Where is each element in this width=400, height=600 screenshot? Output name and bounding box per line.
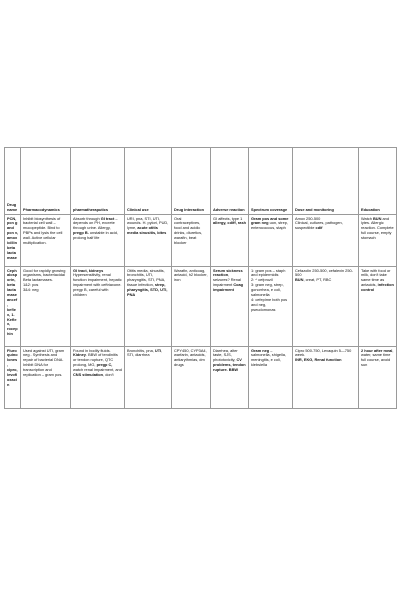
cell-pharmatheraputics	[71, 215, 125, 267]
cell-text: 3: gram neg, strep, gonorrhea, e coli, salmonella	[251, 282, 284, 298]
bold-text: pregp C,	[96, 362, 113, 368]
cell-spectrum-coverage	[249, 215, 293, 267]
bold-text: Gram neg	[251, 347, 270, 353]
cell-education	[359, 347, 397, 409]
cell-pharmacodynamics	[21, 215, 71, 267]
bold-text: BUN	[295, 277, 304, 283]
bold-text: INR, EKG, Renal function	[295, 357, 342, 363]
header-pharmacodynamics: Pharmacodynamics	[21, 148, 71, 215]
cell-education	[359, 215, 397, 267]
cell-text: unstable in acid, prolong half life	[73, 230, 118, 241]
cell-text: Cipro 500-750, Levaquin 5—750 week.	[295, 347, 352, 358]
cell-text: Used against UTI, gram neg.. Synthesis and repair of bacterial DNA. Inhibit DNA for transcription and replication – gram pos.	[23, 347, 65, 378]
cell-drug-name: Cephalosporin, beta lactamase ancef, keflex, 1. Keflex, rocephin	[5, 267, 21, 347]
bold-text: Serum sickness reaction	[213, 267, 243, 278]
cell-text: , don't	[103, 372, 114, 378]
header-row	[5, 148, 397, 215]
header-pharmatheraputics: pharmatheraputics	[71, 148, 125, 215]
cell-text: and lytes. Allergic reaction. Complete full course, empty stomach	[361, 215, 394, 241]
cell-text: – salmonella, shigella, meningitis, e coli, klebsiella	[251, 347, 287, 368]
cell-text: Found in bodily fluids.	[73, 347, 111, 353]
cell-paragraph	[174, 349, 208, 369]
cell-drug-name: Fluroquinolones, cipro, levofloxacin	[5, 347, 21, 409]
cell-text: , seizures? Renal impairment	[213, 272, 241, 288]
cell-paragraph	[23, 288, 68, 293]
cell-paragraph	[361, 349, 394, 369]
cell-text: Oral contraceptives, food and acidic drinks, diuretics, warafin, beat blocker	[174, 215, 203, 246]
bold-text: acute otitis media sinusitis, bites	[127, 225, 167, 236]
cell-paragraph	[213, 217, 246, 227]
cell-paragraph	[251, 283, 290, 298]
bold-text: infection control	[361, 282, 394, 293]
bold-text: allergy, cdiff, rash	[213, 220, 247, 226]
cell-clinical-use	[125, 215, 172, 267]
cell-text: Beta lactamases.	[23, 277, 53, 283]
cell-clinical-use	[125, 267, 172, 347]
cell-pharmatheraputics	[71, 347, 125, 409]
table-row	[5, 267, 397, 347]
bold-text: UTI	[154, 347, 162, 353]
cell-paragraph	[23, 217, 68, 246]
cell-text: Otitis media, sinusitis, bronchitis, UTI, pharyngitis, STI, PNA, tissue infection,	[127, 267, 166, 288]
cell-text: watch renal impairment, and	[73, 367, 122, 373]
header-education: Education	[359, 148, 397, 215]
cell-text: 2: ^ cefprozil	[251, 277, 273, 283]
cell-text: Clinical, cultures, pathogen, suspectible	[295, 220, 343, 231]
cell-text: GI affects, type 1	[213, 215, 243, 221]
table-row	[5, 215, 397, 267]
cell-drug-interaction	[172, 215, 211, 267]
cell-education	[359, 267, 397, 347]
cell-text: 3&4: neg	[23, 287, 39, 293]
bold-text: Coag impairment	[213, 282, 244, 293]
cell-text: Bronchitis, pna,	[127, 347, 155, 353]
cell-text: CPY450, CYP3A4, warfarin, antacids, antiarythmias, dm drugs	[174, 347, 207, 368]
header-adverse-reaction: Adverse reaction	[211, 148, 249, 215]
cell-drug-interaction	[172, 267, 211, 347]
bold-text: pregp B.	[73, 230, 89, 236]
header-drug-interaction: Drug interaction	[172, 148, 211, 215]
cell-paragraph	[251, 217, 290, 232]
cell-paragraph	[213, 349, 246, 374]
cell-drug-name: PCN, pcn g and pcn v, amoxicillin beta lactamase	[5, 215, 21, 267]
cell-pharmatheraputics	[71, 267, 125, 347]
table-row	[5, 347, 397, 409]
cell-paragraph	[127, 217, 169, 237]
cell-paragraph	[174, 217, 208, 246]
cell-paragraph	[174, 269, 208, 284]
cell-clinical-use	[125, 347, 172, 409]
cell-text: Absorb through	[73, 215, 101, 221]
cell-text: Diarrhea, alter taste, SJS, phototoxicity,	[213, 347, 238, 363]
cell-text: – depends on PH, excrete through urine. Allergy,	[73, 215, 118, 231]
header-spectrum-coverage: Spectrum coverage	[249, 148, 293, 215]
cell-text: Cefazolin 250-500, cefalexin 250-500	[295, 267, 353, 278]
bold-text: GI tract	[100, 215, 115, 221]
cell-drug-interaction	[172, 347, 211, 409]
cell-dose-monitoring	[293, 267, 359, 347]
header-clinical-use: Clinical use	[125, 148, 172, 215]
cell-pharmacodynamics	[21, 347, 71, 409]
bold-text: BUN	[372, 215, 382, 221]
cell-text: Take with food or milk, don't take same time as antacids,	[361, 267, 391, 288]
bold-text: Gram pos and some gram neg	[251, 215, 289, 226]
cell-text: uon, strep, enterococcus, staph	[251, 220, 288, 231]
cell-text: URI, pna, STI, UTI, wounds. H. pylori, PUD, lyme,	[127, 215, 169, 231]
cell-text: Amox 250-500	[295, 215, 321, 221]
bold-text: CNS stimulation	[73, 372, 104, 378]
cell-text: Watch	[361, 215, 373, 221]
cell-text: 1&2: pos	[23, 282, 39, 288]
cell-paragraph	[127, 349, 169, 359]
cell-paragraph	[23, 349, 68, 378]
bold-text: 2 hour after meal	[361, 347, 393, 353]
cell-paragraph	[361, 217, 394, 242]
cell-adverse-reaction	[211, 347, 249, 409]
cell-spectrum-coverage	[249, 347, 293, 409]
cell-paragraph	[251, 298, 290, 313]
cell-paragraph	[213, 269, 246, 294]
bold-text: GI tract, kidneys	[73, 267, 104, 273]
cell-paragraph	[73, 349, 122, 378]
cell-spectrum-coverage	[249, 267, 293, 347]
cell-text: Inhibit biosynthesis of bacterial cell wall – mucopeptide. Bind to PBPs and lysis the cell wall. Active cellular multiplication.	[23, 215, 63, 246]
bold-text: cdif	[315, 225, 323, 231]
cell-pharmacodynamics	[21, 267, 71, 347]
cell-paragraph	[361, 269, 394, 294]
bold-text: CV problems, tendon rupture. BBW	[213, 357, 246, 373]
cell-paragraph	[295, 278, 356, 283]
header-drug-name: Drug name	[5, 148, 21, 215]
cell-paragraph	[295, 221, 356, 231]
cell-adverse-reaction	[211, 267, 249, 347]
cell-paragraph	[295, 358, 356, 363]
cell-text: , creat, PT, RBC	[303, 277, 332, 283]
cell-paragraph	[127, 269, 169, 298]
cell-text: 1: gram pos – staph and epidermidis	[251, 267, 286, 278]
bold-text: Kidney	[73, 352, 86, 358]
cell-dose-monitoring	[293, 347, 359, 409]
cell-paragraph	[251, 349, 290, 369]
cell-text: Good for rapidly growing organisms, bacteriacidal	[23, 267, 66, 278]
cell-text: 4: cefepime both pos and neg, pseudomonas	[251, 296, 288, 312]
header-dose-monitoring: Dose and monitoring	[293, 148, 359, 215]
cell-dose-monitoring	[293, 215, 359, 267]
drug-table	[4, 147, 397, 409]
cell-text: Warafin, anticoag, antacid, h2 blocker, iron	[174, 267, 208, 283]
cell-adverse-reaction	[211, 215, 249, 267]
bold-text: strep, pharyngitis, STD, UTI, PNA	[127, 282, 168, 298]
cell-text: . BBW of tendinitis or tendon rupture, QTC prolong, MG,	[73, 352, 118, 368]
cell-paragraph	[73, 273, 122, 298]
cell-text: , STI, diarrhea	[127, 347, 163, 358]
cell-paragraph	[73, 217, 122, 242]
cell-text: , water, same time full course, avoid sun	[361, 347, 394, 368]
cell-text: Hypersensitivity, renal function impairment, hepatic impairment with ceftriaxone. pregp B, careful with children	[73, 272, 122, 298]
